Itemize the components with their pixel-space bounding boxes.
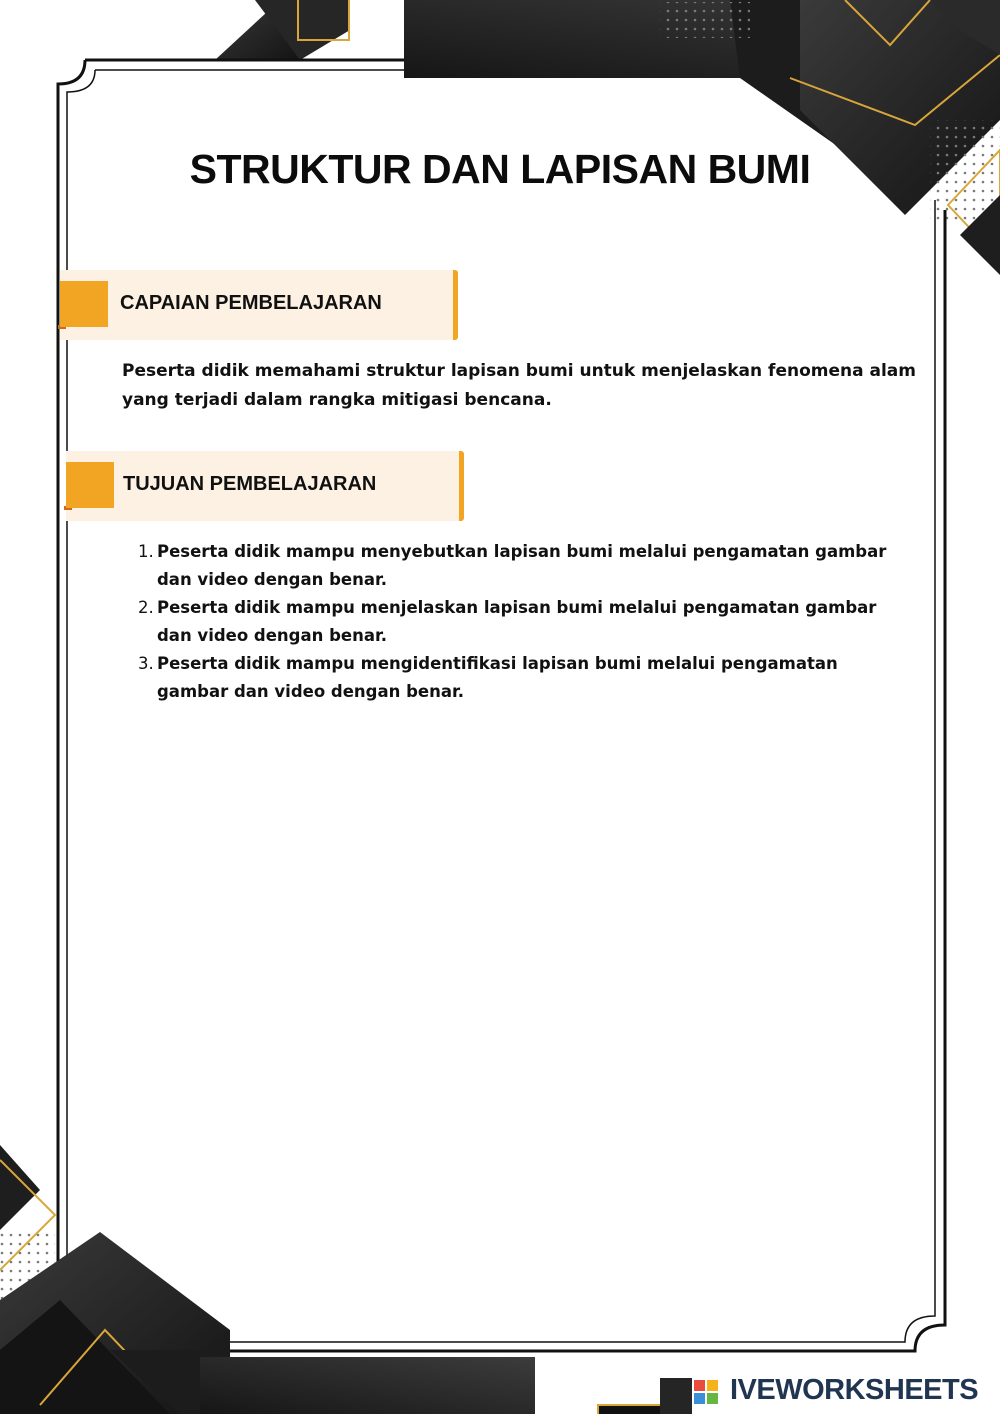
tujuan-section-header (66, 451, 464, 521)
header-accent-square (66, 462, 114, 508)
header-accent-square (60, 281, 108, 327)
page-title: STRUKTUR DAN LAPISAN BUMI (189, 146, 811, 192)
liveworksheets-brand: IVEWORKSHEETS (730, 1374, 979, 1406)
bottom-left-corner-shapes (0, 1145, 535, 1414)
tujuan-heading: TUJUAN PEMBELAJARAN (123, 473, 377, 495)
liveworksheets-badge[interactable] (690, 1375, 1000, 1414)
list-item (138, 538, 898, 594)
list-item-number: 3. (138, 654, 154, 673)
capaian-section-header (60, 270, 458, 340)
list-item-number: 2. (138, 598, 154, 617)
top-right-corner-shapes (404, 0, 1000, 275)
list-item-text: Peserta didik mampu menjelaskan lapisan bumi melalui pengamatan gambar dan video dengan benar. (157, 598, 877, 645)
list-item (138, 594, 898, 650)
tujuan-list (138, 538, 898, 706)
capaian-text: Peserta didik memahami struktur lapisan bumi untuk menjelaskan fenomena alam yang terjadi dalam rangka mitigasi bencana. (122, 361, 916, 410)
liveworksheets-logo-icon (694, 1380, 724, 1406)
capaian-heading: CAPAIAN PEMBELAJARAN (120, 292, 382, 314)
list-item (138, 650, 898, 706)
top-left-corner-shapes (215, 0, 350, 60)
list-item-text: Peserta didik mampu menyebutkan lapisan bumi melalui pengamatan gambar dan video dengan benar. (157, 542, 887, 589)
list-item-text: Peserta didik mampu mengidentifikasi lapisan bumi melalui pengamatan gambar dan video dengan benar. (157, 654, 838, 701)
bottom-right-corner-shapes (598, 1378, 692, 1414)
list-item-number: 1. (138, 542, 154, 561)
